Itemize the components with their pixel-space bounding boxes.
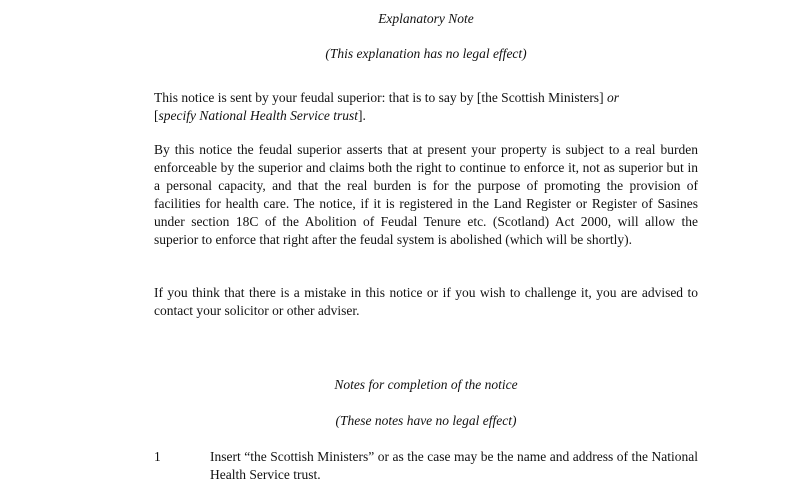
or-word: or	[606, 90, 619, 105]
paragraph-challenge	[154, 284, 698, 320]
explanatory-note-subheading: (This explanation has no legal effect)	[325, 46, 527, 61]
notes-subheading: (These notes have no legal effect)	[335, 413, 517, 428]
note-text: Insert “the Scottish Ministers” or as the case may be the name and address of the National Health Service trust.	[210, 449, 698, 482]
paragraph-feudal-superior-text: This notice is sent by your feudal superior: that is to say by [the Scottish Ministers]	[154, 90, 607, 105]
specify-trust-text: specify National Health Service trust	[158, 108, 358, 123]
paragraph-challenge-text: If you think that there is a mistake in this notice or if you wish to challenge it, you are advised to contact your solicitor or other adviser.	[154, 285, 698, 318]
explanatory-note-heading: Explanatory Note	[378, 11, 474, 26]
notes-heading: Notes for completion of the notice	[334, 377, 518, 392]
note-number: 1	[154, 449, 161, 464]
bracket-close: ].	[357, 108, 366, 123]
bracket-open: [	[154, 108, 159, 123]
paragraph-real-burden	[154, 141, 698, 249]
paragraph-real-burden-text: By this notice the feudal superior asserts that at present your property is subject to a real burden enforceable by the superior and claims both the right to continue to enforce it, not as superior but in a personal capacity, and that the real burden is for the purpose of promoting the provision of facilities for health care. The notice, if it is registered in the Land Register or Register of Sasines under section 18C of the Abolition of Feudal Tenure etc. (Scotland) Act 2000, will allow the superior to enforce that right after the feudal system is abolished (which will be shortly).	[154, 142, 698, 247]
paragraph-feudal-superior	[154, 89, 698, 125]
